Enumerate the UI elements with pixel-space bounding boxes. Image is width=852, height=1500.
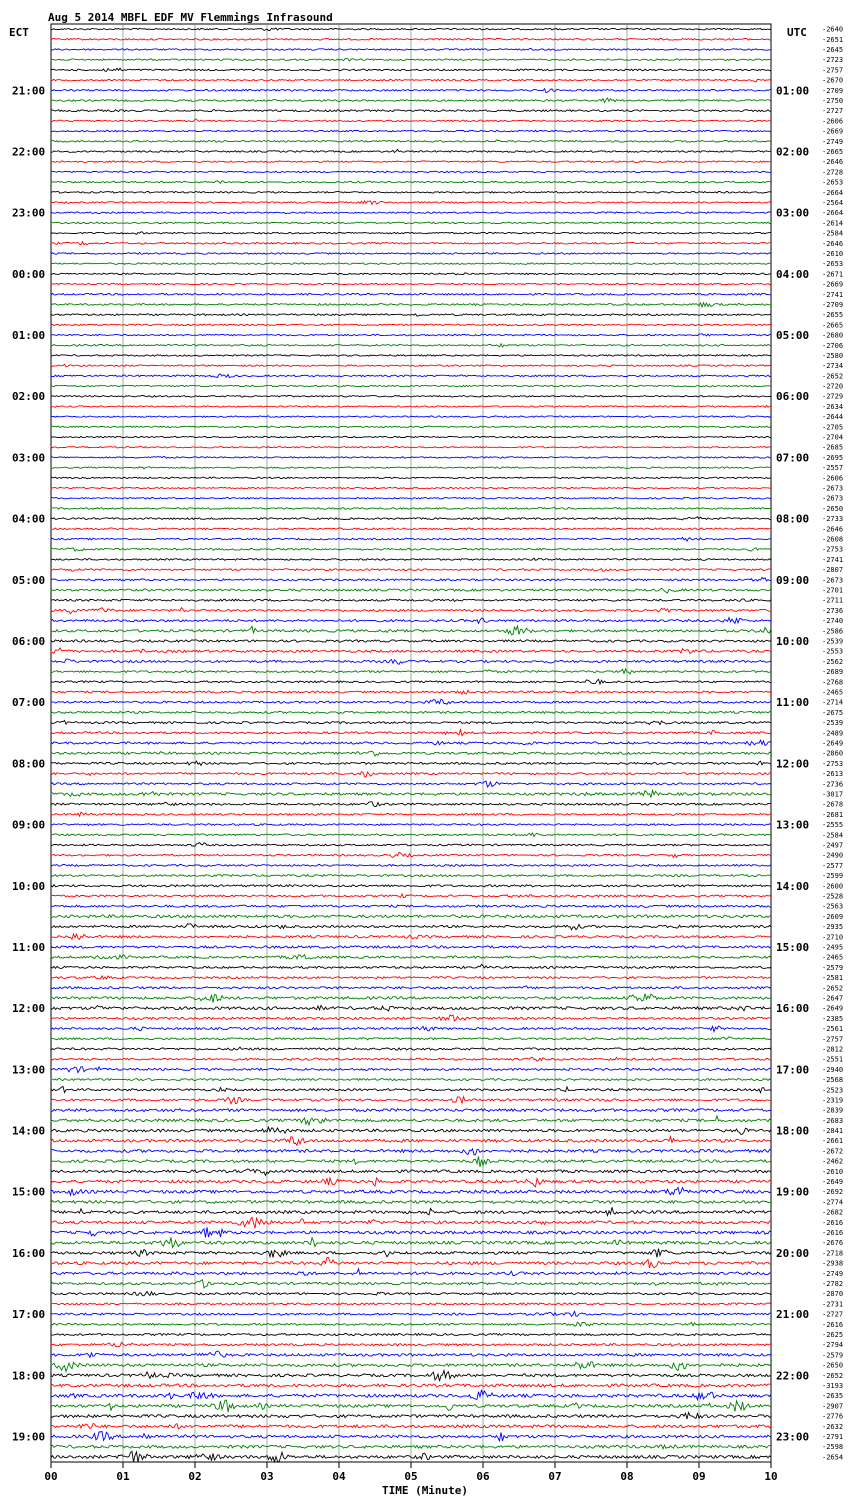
trace-offset-label: -2579 [822, 963, 844, 972]
trace-offset-label: -2562 [822, 657, 844, 666]
right-hour-label: 07:00 [776, 451, 810, 465]
trace-offset-label: -2599 [822, 872, 844, 881]
trace-offset-label: -2625 [822, 1331, 844, 1339]
trace-offset-label: -2736 [822, 606, 844, 615]
trace-offset-label: -2791 [822, 1433, 844, 1441]
left-hour-label: 09:00 [12, 818, 46, 832]
trace-offset-label: -2661 [822, 1137, 844, 1146]
trace-offset-label: -2935 [822, 923, 844, 932]
trace-offset-label: -2669 [822, 127, 844, 136]
trace-offset-label: -2706 [822, 341, 844, 350]
trace-offset-label: -2734 [822, 362, 844, 371]
trace-offset-label: -2564 [822, 199, 844, 207]
trace-offset-label: -2807 [822, 566, 844, 575]
trace-offset-label: -2741 [822, 290, 844, 299]
trace-offset-label: -3193 [822, 1382, 844, 1390]
trace-offset-label: -2652 [822, 984, 844, 993]
trace-offset-label: -3017 [822, 790, 844, 799]
trace-offset-label: -2718 [822, 1249, 844, 1258]
trace-offset-label: -2568 [822, 1076, 844, 1085]
trace-offset-label: -2665 [822, 321, 844, 330]
right-hour-label: 18:00 [776, 1124, 810, 1138]
trace-offset-label: -2736 [822, 780, 844, 789]
x-axis-label: TIME (Minute) [381, 1484, 469, 1497]
left-hour-label: 12:00 [12, 1002, 46, 1016]
trace-offset-label: -2557 [822, 464, 844, 473]
trace-offset-label: -2632 [822, 1422, 844, 1431]
trace-offset-label: -2653 [822, 260, 844, 269]
left-hour-label: 10:00 [12, 879, 46, 893]
trace-offset-label: -2649 [822, 1178, 844, 1186]
x-tick-label: 06 [476, 1470, 490, 1483]
right-hour-label: 02:00 [776, 145, 810, 159]
trace-offset-label: -2774 [822, 1198, 844, 1207]
trace-offset-label: -2645 [822, 46, 844, 54]
trace-offset-label: -2839 [822, 1106, 844, 1115]
left-hour-label: 14:00 [12, 1124, 46, 1138]
trace-offset-label: -2753 [822, 545, 844, 554]
trace-offset-label: -2553 [822, 647, 844, 656]
trace-offset-label: -2757 [822, 1035, 844, 1044]
trace-offset-label: -2664 [822, 209, 844, 218]
trace-offset-label: -2609 [822, 912, 844, 921]
trace-offset-label: -2749 [822, 1269, 844, 1278]
trace-offset-label: -2727 [822, 107, 844, 116]
trace-offset-label: -2695 [822, 453, 844, 462]
trace-offset-label: -2319 [822, 1096, 844, 1105]
trace-offset-label: -2539 [822, 637, 844, 646]
left-hour-label: 15:00 [12, 1185, 46, 1199]
trace-offset-label: -2606 [822, 474, 844, 483]
trace-offset-label: -2870 [822, 1290, 844, 1299]
trace-offset-label: -2733 [822, 515, 844, 524]
right-hour-label: 22:00 [776, 1369, 810, 1383]
trace-offset-label: -2709 [822, 86, 844, 95]
trace-offset-label: -2692 [822, 1188, 844, 1197]
trace-offset-label: -2675 [822, 708, 844, 717]
left-hour-label: 08:00 [12, 757, 46, 771]
trace-offset-label: -2750 [822, 97, 844, 105]
trace-offset-label: -2646 [822, 525, 844, 534]
x-tick-label: 02 [188, 1470, 202, 1483]
trace-offset-label: -2940 [822, 1065, 844, 1074]
trace-offset-label: -2709 [822, 301, 844, 309]
x-tick-label: 05 [404, 1470, 418, 1483]
trace-offset-label: -2649 [822, 739, 844, 748]
trace-offset-label: -2673 [822, 484, 844, 493]
left-hour-label: 03:00 [12, 451, 46, 465]
trace-offset-label: -2649 [822, 1004, 844, 1013]
trace-offset-label: -2654 [822, 1453, 844, 1462]
trace-offset-label: -2551 [822, 1055, 844, 1064]
trace-offset-label: -2616 [822, 1218, 844, 1227]
left-timezone-label: ECT [9, 26, 29, 39]
trace-offset-label: -2680 [822, 331, 844, 340]
chart-title: Aug 5 2014 MBFL EDF MV Flemmings Infrasound [48, 11, 333, 24]
trace-offset-label: -2670 [822, 76, 844, 85]
trace-offset-label: -2728 [822, 168, 844, 177]
trace-offset-label: -2581 [822, 974, 844, 983]
left-hour-label: 07:00 [12, 696, 46, 710]
right-hour-label: 23:00 [776, 1430, 810, 1444]
trace-offset-label: -2635 [822, 1392, 844, 1401]
trace-offset-label: -2580 [822, 352, 844, 360]
trace-offset-label: -2579 [822, 1351, 844, 1360]
left-hour-label: 18:00 [12, 1369, 46, 1383]
trace-offset-label: -2606 [822, 117, 844, 126]
left-hour-labels [12, 84, 45, 1443]
trace-offset-label: -2555 [822, 821, 844, 830]
trace-offset-label: -2616 [822, 1229, 844, 1237]
trace-offset-label: -2723 [822, 56, 844, 65]
trace-offset-label: -2907 [822, 1402, 844, 1411]
right-hour-label: 04:00 [776, 267, 810, 281]
left-hour-label: 13:00 [12, 1063, 46, 1077]
trace-offset-label: -2705 [822, 423, 844, 432]
trace-offset-label: -2782 [822, 1280, 844, 1288]
x-tick-label: 00 [44, 1470, 58, 1483]
trace-offset-label: -2644 [822, 413, 844, 422]
x-tick-label: 01 [116, 1470, 130, 1483]
right-hour-label: 15:00 [776, 941, 810, 954]
trace-offset-label: -2683 [822, 1116, 844, 1125]
trace-offset-label: -2812 [822, 1045, 844, 1054]
left-hour-label: 04:00 [12, 512, 46, 526]
right-hour-label: 16:00 [776, 1002, 810, 1016]
trace-offset-label: -2731 [822, 1300, 844, 1309]
trace-offset-label: -2465 [822, 953, 844, 962]
trace-offset-label: -2640 [822, 25, 844, 34]
trace-offset-label: -2749 [822, 137, 844, 146]
trace-offset-label: -2561 [822, 1025, 844, 1034]
trace-offset-label: -2646 [822, 239, 844, 248]
trace-offset-label: -2539 [822, 719, 844, 728]
trace-offset-label: -2704 [822, 433, 844, 442]
left-hour-label: 22:00 [12, 145, 46, 159]
left-hour-label: 11:00 [12, 941, 46, 954]
trace-offset-label: -2676 [822, 1239, 844, 1248]
right-hour-label: 14:00 [776, 879, 810, 893]
trace-offset-label: -2652 [822, 372, 844, 381]
trace-offset-label: -2669 [822, 280, 844, 289]
right-hour-labels [776, 84, 809, 1443]
right-hour-label: 17:00 [776, 1063, 810, 1077]
trace-offset-label: -2685 [822, 443, 844, 452]
right-hour-label: 20:00 [776, 1246, 810, 1260]
trace-offset-label: -2711 [822, 596, 844, 605]
right-hour-label: 10:00 [776, 635, 810, 648]
trace-offset-label: -2584 [822, 229, 844, 238]
right-hour-label: 05:00 [776, 329, 810, 343]
x-tick-label: 08 [620, 1470, 634, 1483]
trace-offset-label: -2689 [822, 668, 844, 677]
trace-offset-label: -2523 [822, 1086, 844, 1095]
trace-offset-label: -2528 [822, 892, 844, 901]
x-tick-label: 04 [332, 1470, 346, 1483]
x-axis-ticks [44, 1462, 777, 1483]
trace-offset-label: -2740 [822, 617, 844, 626]
trace-offset-label: -2671 [822, 270, 844, 279]
right-hour-label: 19:00 [776, 1185, 810, 1199]
right-hour-label: 03:00 [776, 206, 810, 220]
trace-offset-label: -2610 [822, 1167, 844, 1176]
x-tick-label: 10 [764, 1470, 778, 1483]
left-hour-label: 16:00 [12, 1246, 46, 1260]
trace-offset-label: -2664 [822, 188, 844, 197]
trace-offset-label: -2490 [822, 851, 844, 860]
trace-offset-label: -2651 [822, 35, 844, 44]
right-hour-label: 01:00 [776, 84, 810, 98]
left-hour-label: 06:00 [12, 635, 46, 648]
trace-offset-label: -2497 [822, 841, 844, 850]
trace-offset-label: -2768 [822, 678, 844, 687]
left-hour-label: 02:00 [12, 390, 46, 404]
trace-offset-label: -2495 [822, 943, 844, 952]
trace-offset-label: -2652 [822, 1371, 844, 1380]
trace-offset-label: -2608 [822, 535, 844, 544]
x-tick-label: 07 [548, 1470, 562, 1483]
trace-offset-label: -2489 [822, 729, 844, 738]
right-timezone-label: UTC [787, 26, 807, 39]
trace-offset-label: -2720 [822, 382, 844, 391]
trace-offset-label: -2577 [822, 861, 844, 870]
trace-offset-label: -2727 [822, 1310, 844, 1319]
trace-offset-label: -2757 [822, 66, 844, 75]
trace-offset-label: -2465 [822, 688, 844, 697]
left-hour-label: 21:00 [12, 84, 46, 98]
trace-offset-label: -2710 [822, 933, 844, 942]
left-hour-label: 01:00 [12, 329, 46, 343]
right-hour-label: 13:00 [776, 818, 810, 832]
trace-offset-label: -2682 [822, 1208, 844, 1217]
left-hour-label: 19:00 [12, 1430, 46, 1444]
trace-offset-label: -2938 [822, 1259, 844, 1268]
trace-offset-label: -2665 [822, 148, 844, 156]
trace-offset-label: -2586 [822, 627, 844, 636]
trace-offset-label: -2673 [822, 494, 844, 503]
left-hour-label: 17:00 [12, 1308, 46, 1322]
trace-offset-label: -2462 [822, 1157, 844, 1166]
trace-offset-label: -2776 [822, 1412, 844, 1421]
trace-offset-label: -2584 [822, 831, 844, 840]
trace-offset-label: -2600 [822, 882, 844, 891]
left-hour-label: 23:00 [12, 206, 46, 220]
trace-offset-label: -2672 [822, 1147, 844, 1156]
trace-offset-label: -2860 [822, 749, 844, 758]
trace-offset-label: -2634 [822, 402, 844, 411]
trace-offset-label: -2647 [822, 994, 844, 1003]
trace-offset-label: -2673 [822, 576, 844, 585]
trace-offset-label: -2385 [822, 1014, 844, 1023]
right-hour-label: 06:00 [776, 390, 810, 404]
trace-offset-label: -2681 [822, 810, 844, 819]
left-hour-label: 05:00 [12, 573, 46, 587]
trace-offset-label: -2655 [822, 311, 844, 320]
trace-offset-label: -2650 [822, 504, 844, 513]
trace-offset-labels [822, 26, 843, 1462]
right-hour-label: 21:00 [776, 1308, 810, 1322]
trace-offset-label: -2653 [822, 178, 844, 187]
trace-offset-label: -2729 [822, 392, 844, 401]
trace-offset-label: -2678 [822, 800, 844, 809]
x-tick-label: 09 [692, 1470, 706, 1483]
trace-offset-label: -2701 [822, 586, 844, 595]
trace-offset-label: -2794 [822, 1341, 844, 1350]
trace-offset-label: -2714 [822, 698, 844, 707]
trace-offset-label: -2614 [822, 219, 844, 228]
trace-offset-label: -2741 [822, 555, 844, 564]
trace-offset-label: -2613 [822, 770, 844, 779]
trace-offset-label: -2753 [822, 759, 844, 768]
right-hour-label: 08:00 [776, 512, 810, 526]
trace-offset-label: -2610 [822, 250, 844, 258]
right-hour-label: 12:00 [776, 757, 810, 771]
right-hour-label: 11:00 [776, 696, 810, 710]
trace-offset-label: -2841 [822, 1127, 844, 1135]
trace-offset-label: -2646 [822, 158, 844, 167]
trace-offset-label: -2598 [822, 1443, 844, 1452]
right-hour-label: 09:00 [776, 573, 810, 587]
left-hour-label: 00:00 [12, 267, 46, 281]
trace-offset-label: -2616 [822, 1320, 844, 1329]
trace-offset-label: -2563 [822, 902, 844, 911]
x-tick-label: 03 [260, 1470, 274, 1483]
trace-offset-label: -2650 [822, 1361, 844, 1370]
